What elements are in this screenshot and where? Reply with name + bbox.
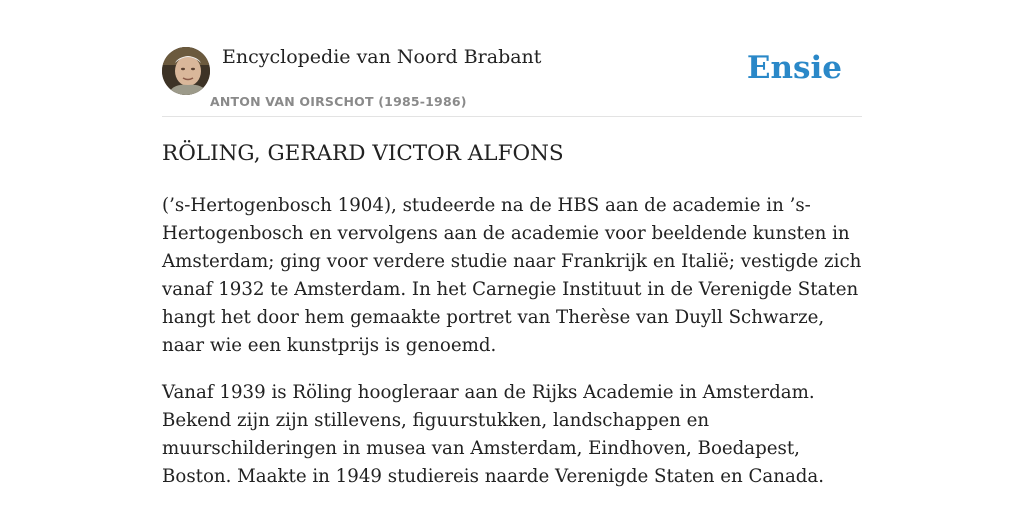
ensie-logo-link[interactable]: Ensie xyxy=(746,50,842,86)
entry-card xyxy=(162,0,862,487)
entry-header xyxy=(162,0,862,117)
entry-body xyxy=(162,192,862,510)
entry-paragraph: Vanaf 1939 is Röling hoogleraar aan de Rijks Academie in Amsterdam. Bekend zijn zijn stillevens, figuurstukken, landschappen en muurschilderingen in musea van Amsterdam, Eindhoven, Boedapest, Boston. Maakte in 1949 studiereis naarde Verenigde Staten en Canada. xyxy=(162,382,825,487)
entry-title: RÖLING, GERARD VICTOR ALFONS xyxy=(162,141,564,166)
author-portrait-icon xyxy=(162,47,210,95)
author-name[interactable]: ANTON VAN OIRSCHOT (1985-1986) xyxy=(210,94,467,109)
author-avatar[interactable] xyxy=(162,47,210,95)
entry-paragraph: (’s-Hertogenbosch 1904), studeerde na de HBS aan de academie in ’s-Hertogenbosch en vervolgens aan de academie voor beeldende kunsten in Amsterdam; ging voor verdere studie naar Frankrijk en Italië; vestigde zich vanaf 1932 te Amsterdam. In het Carnegie Instituut in de Verenigde Staten hangt het door hem gemaakte portret van Therèse van Duyll Schwarze, naar wie een kunstprijs is genoemd. xyxy=(162,195,862,356)
source-title-link[interactable]: Encyclopedie van Noord Brabant xyxy=(222,46,542,68)
